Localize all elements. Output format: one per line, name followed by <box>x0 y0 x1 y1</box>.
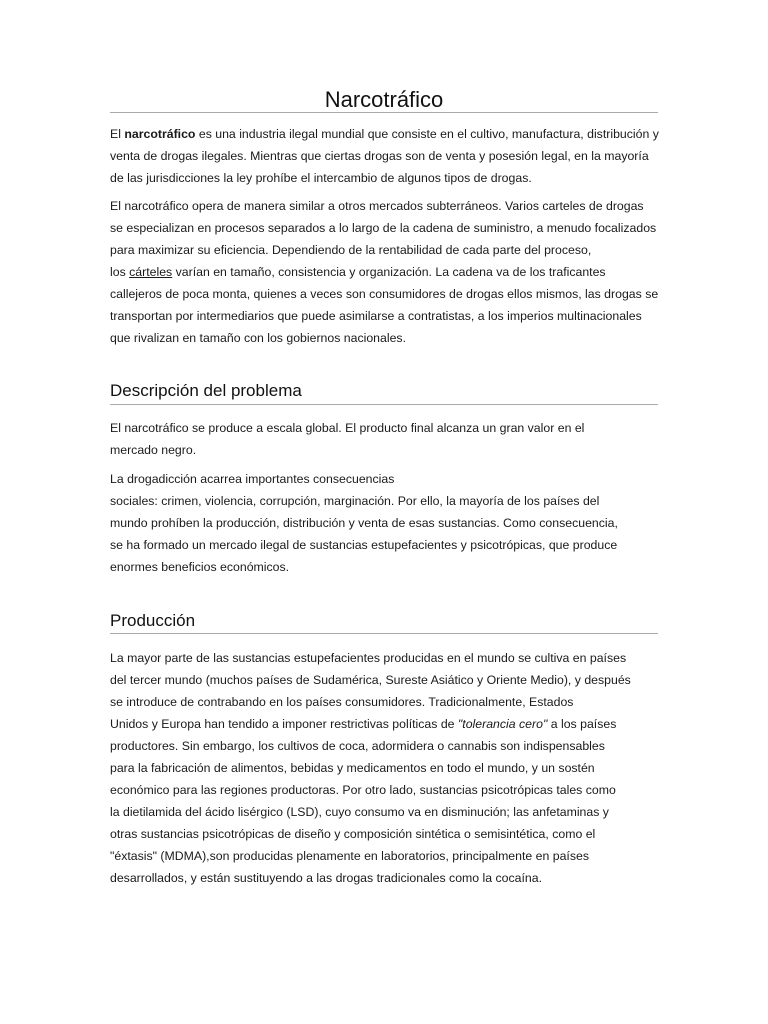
text-line: desarrollados, y están sustituyendo a las drogas tradicionales como la cocaína. <box>110 871 543 885</box>
section-heading-produccion: Producción <box>110 611 196 630</box>
intro-paragraph-2 <box>110 195 658 349</box>
descripcion-paragraph-2 <box>110 468 658 578</box>
text-line: enormes beneficios económicos. <box>110 560 290 574</box>
text-line: mercado negro. <box>110 443 197 457</box>
title-divider <box>110 112 658 113</box>
text-line <box>110 713 658 735</box>
bold-term: narcotráfico <box>124 127 196 141</box>
link-carteles[interactable]: cárteles <box>129 265 173 279</box>
text-line: del tercer mundo (muchos países de Sudamérica, Sureste Asiático y Oriente Medio), y después <box>110 673 631 687</box>
text-line: económico para las regiones productoras. Por otro lado, sustancias psicotrópicas tales como <box>110 783 616 797</box>
text-line: El narcotráfico se produce a escala global. El producto final alcanza un gran valor en el <box>110 421 585 435</box>
link-drogas[interactable]: venta de drogas <box>110 149 199 163</box>
text-line: productores. Sin embargo, los cultivos de coca, adormidera o cannabis son indispensables <box>110 739 605 753</box>
text-line: sociales: crimen, violencia, corrupción, marginación. Por ello, la mayoría de los países del <box>110 494 600 508</box>
text-line: El narcotráfico opera de manera similar a otros mercados subterráneos. Varios carteles de drogas <box>110 199 644 213</box>
text-line: "éxtasis" (MDMA),son producidas plenamente en laboratorios, principalmente en países <box>110 849 589 863</box>
text-line <box>110 261 658 283</box>
text-line: callejeros de poca monta, quienes a veces son consumidores de drogas ellos mismos, las drogas se <box>110 287 659 301</box>
text-line: de las jurisdicciones la ley prohíbe el intercambio de algunos tipos de drogas. <box>110 171 532 185</box>
text-line: transportan por intermediarios que puede asimilarse a contratistas, a los imperios multinacionales <box>110 309 642 323</box>
text-line: la dietilamida del ácido lisérgico (LSD), cuyo consumo va en disminución; las anfetaminas y <box>110 805 609 819</box>
text-run: los <box>110 265 130 279</box>
text-run: es una industria <box>195 127 286 141</box>
section-divider <box>110 404 658 405</box>
text-line: otras sustancias psicotrópicas de diseño y composición sintética o semisintética, como el <box>110 827 596 841</box>
text-line: se especializan en procesos separados a lo largo de la cadena de suministro, a menudo focalizados <box>110 221 657 235</box>
text-line: La drogadicción acarrea importantes consecuencias <box>110 472 395 486</box>
italic-term: "tolerancia cero" <box>457 717 548 731</box>
descripcion-paragraph-1 <box>110 417 658 461</box>
text-run: ilegales. Mientras que ciertas drogas son de venta y posesión legal, en la mayoría <box>198 149 649 163</box>
text-line: que rivalizan en tamaño con los gobiernos nacionales. <box>110 331 406 345</box>
produccion-paragraph-1 <box>110 647 658 889</box>
section-heading-descripcion: Descripción del problema <box>110 381 302 400</box>
text-line: mundo prohíben la producción, distribución y venta de esas sustancias. Como consecuencia, <box>110 516 618 530</box>
text-run: varían en tamaño, consistencia y organización. La cadena va de los traficantes <box>172 265 606 279</box>
text-run: Unidos y Europa han tendido a imponer restrictivas políticas de <box>110 717 458 731</box>
text-line: se introduce de contrabando en los países consumidores. Tradicionalmente, Estados <box>110 695 574 709</box>
text-line: para la fabricación de alimentos, bebidas y medicamentos en todo el mundo, y un sostén <box>110 761 595 775</box>
section-divider <box>110 633 658 634</box>
text-line <box>110 145 658 167</box>
text-run: El <box>110 127 125 141</box>
page-title: Narcotráfico <box>324 87 444 112</box>
link-ilegal[interactable]: ilegal mundial que consiste en el cultivo, manufactura, distribución y <box>285 127 659 141</box>
text-line: se ha formado un mercado ilegal de sustancias estupefacientes y psicotrópicas, que produce <box>110 538 618 552</box>
text-line <box>110 123 658 145</box>
intro-paragraph-1 <box>110 123 658 189</box>
text-line: La mayor parte de las sustancias estupefacientes producidas en el mundo se cultiva en países <box>110 651 627 665</box>
text-run: a los países <box>547 717 617 731</box>
text-line: para maximizar su eficiencia. Dependiendo de la rentabilidad de cada parte del proceso, <box>110 243 592 257</box>
